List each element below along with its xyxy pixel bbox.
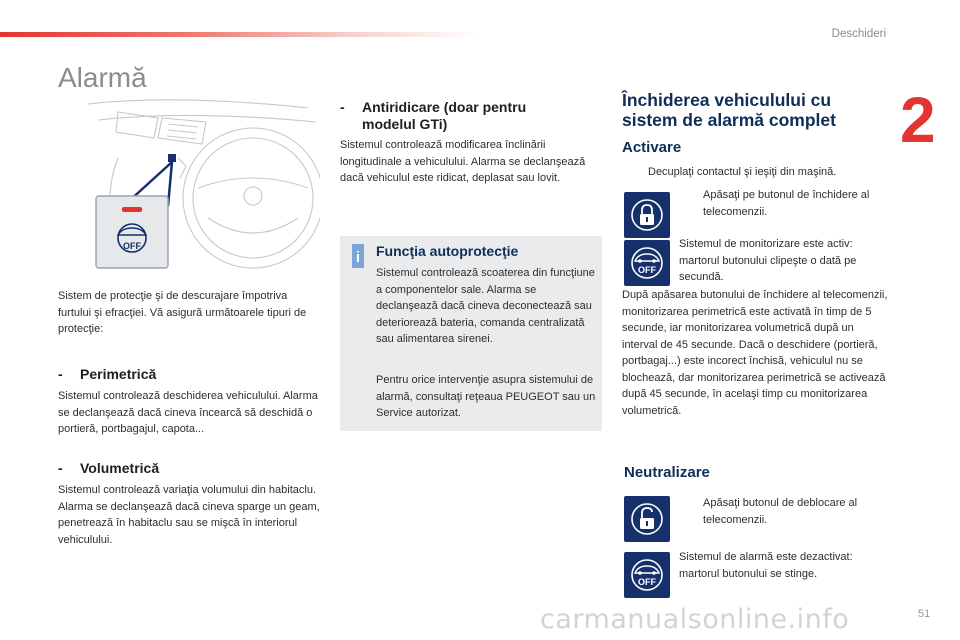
autoprotectie-title: Funcţia autoprotecţie xyxy=(376,243,519,259)
alarm-off-button-icon xyxy=(624,552,670,598)
info-icon xyxy=(352,244,364,268)
neutralizare-heading: Neutralizare xyxy=(624,464,710,481)
perimetrica-text: Sistemul controlează deschiderea vehiculului. Alarma se declanşează dacă cineva încearcă să deschidă o portieră, portbagajul, capota... xyxy=(58,390,318,435)
watermark: carmanualsonline.info xyxy=(540,604,850,635)
illustration-off-label: OFF xyxy=(123,241,141,251)
activare-details-text: După apăsarea butonului de închidere al telecomenzii, monitorizarea perimetrică este activată în timp de 5 secunde, iar monitorizarea volumetrică după un interval de 45 secunde. Dacă o deschidere (portieră, portbagaj...) este incorect închisă, vehiculul nu se blochează, dar monitorizarea perimetrică se activează după 45 secunde, în acelaşi timp cu monitorizarea volumetrică. xyxy=(622,289,888,417)
volumetrica-text: Sistemul controlează variaţia volumului din habitaclu. Alarma se declanşează dacă cineva sparge un geam, penetrează în habitaclu sau se mişcă în interiorul vehiculului. xyxy=(58,484,320,546)
page-title: Alarmă xyxy=(58,62,147,93)
neutralizare-step-1: Apăsaţi butonul de deblocare al telecomenzii. xyxy=(703,497,858,526)
antiridicare-heading: Antiridicare (doar pentru modelul GTi) xyxy=(362,99,527,132)
unlock-button-icon xyxy=(624,496,670,542)
perimetrica-dash: - xyxy=(58,366,63,382)
dashboard-alarm-illustration xyxy=(58,98,320,274)
section-name: Deschideri xyxy=(831,28,886,40)
alarm-off-label: OFF xyxy=(638,577,656,587)
activare-status-text: Sistemul de monitorizare este activ: martorul butonului clipeşte o dată pe secundă. xyxy=(679,238,857,283)
neutralizare-status-text: Sistemul de alarmă este dezactivat: martorul butonului se stinge. xyxy=(679,551,853,580)
inchidere-title: Închiderea vehiculului cu sistem de alarmă complet xyxy=(622,90,836,130)
header-accent-bar xyxy=(0,32,480,37)
activare-step-2: Apăsaţi pe butonul de închidere al telecomenzii. xyxy=(703,189,870,218)
alarm-off-label: OFF xyxy=(638,265,656,275)
page-number: 51 xyxy=(918,608,931,620)
perimetrica-heading: Perimetrică xyxy=(80,366,157,382)
info-icon-letter: i xyxy=(355,249,361,266)
chapter-number: 2 xyxy=(900,84,936,156)
autoprotectie-text-1: Sistemul controlează scoaterea din funcţiune a componentelor sale. Alarma se declanşează dacă cineva deconectează sau deteriorează bateria, comanda centralizată sau alimentarea sirenei. xyxy=(376,267,595,345)
autoprotectie-text-2: Pentru orice intervenţie asupra sistemului de alarmă, consultaţi reţeaua PEUGEOT sau un Service autorizat. xyxy=(376,374,596,419)
volumetrica-heading: Volumetrică xyxy=(80,460,160,476)
antiridicare-text: Sistemul controlează modificarea înclinării longitudinale a vehiculului. Alarma se declanşează dacă vehiculul este ridicat, deplasat sau lovit. xyxy=(340,139,586,184)
lock-button-icon xyxy=(624,192,670,238)
volumetrica-dash: - xyxy=(58,460,63,476)
antiridicare-dash: - xyxy=(340,99,345,115)
alarm-off-button-icon xyxy=(624,240,670,286)
activare-step-1: Decuplaţi contactul şi ieşiţi din maşină. xyxy=(648,166,837,178)
intro-text: Sistem de protecţie şi de descurajare împotriva furtului şi efracţiei. Vă asigură următoarele tipuri de protecţie: xyxy=(58,290,307,335)
activare-heading: Activare xyxy=(622,139,682,156)
